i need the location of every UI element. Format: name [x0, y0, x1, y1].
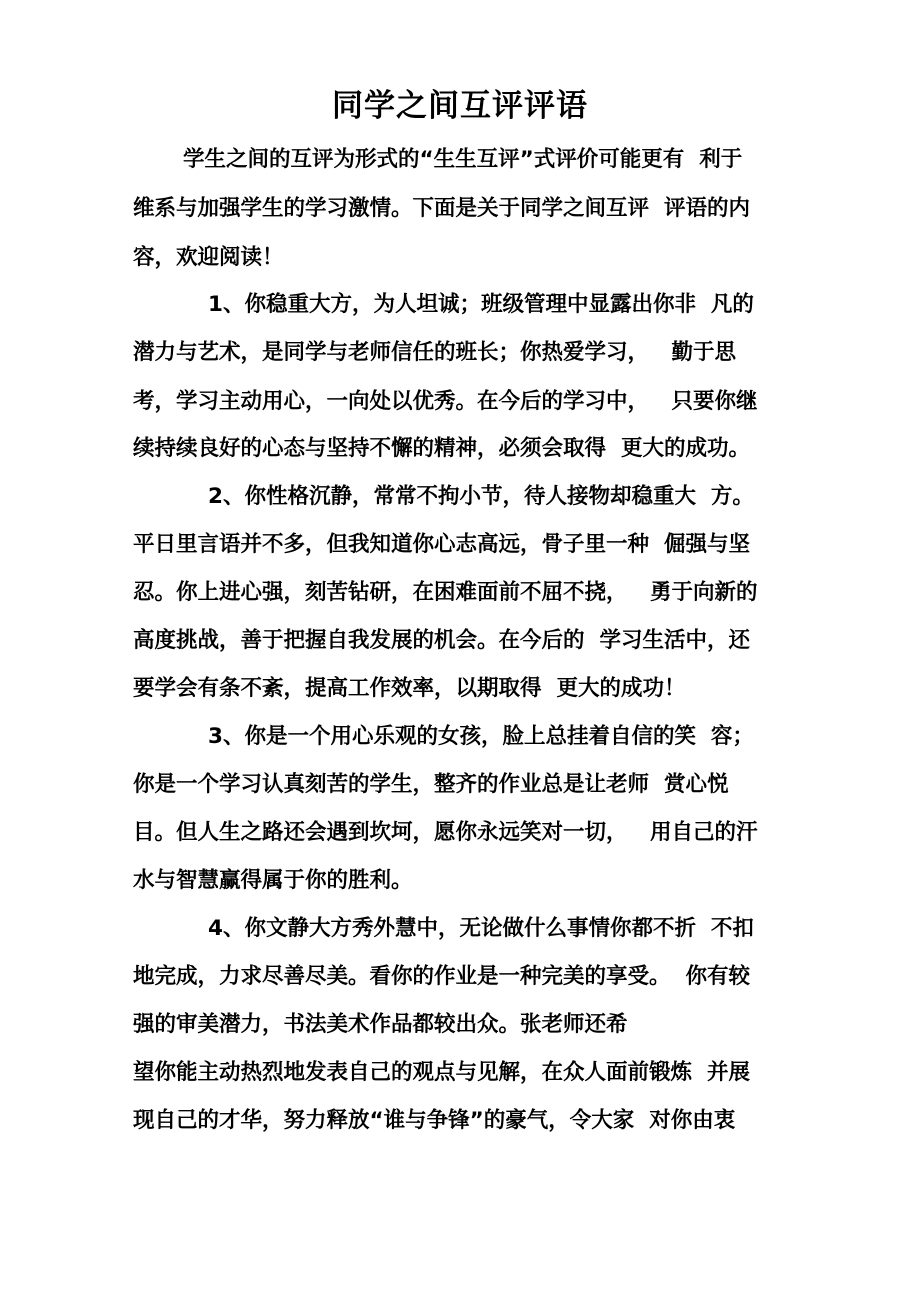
item-line: 1、你稳重大方，为人坦诚；班级管理中显露出你非 凡的: [208, 292, 754, 317]
document-title: 同学之间互评评语: [332, 88, 588, 124]
item-line: 要学会有条不紊，提高工作效率，以期取得 更大的成功！: [133, 676, 686, 701]
intro-line: 容，欢迎阅读！: [133, 245, 284, 270]
item-line: 潜力与艺术，是同学与老师信任的班长；你热爱学习， 勤于思: [133, 340, 736, 365]
item-line: 你是一个学习认真刻苦的学生，整齐的作业总是让老师 赏心悦: [133, 772, 729, 797]
item-line: 考，学习主动用心，一向处以优秀。在今后的学习中， 只要你继: [133, 389, 758, 414]
intro-line: 维系与加强学生的学习激情。下面是关于同学之间互评 评语的内: [133, 196, 750, 221]
item-line: 平日里言语并不多，但我知道你心志高远，骨子里一种 倔强与坚: [133, 532, 750, 557]
item-line: 4、你文静大方秀外慧中，无论做什么事情你都不折 不扣: [208, 916, 754, 941]
intro-line: 学生之间的互评为形式的“生生互评”式评价可能更有 利于: [183, 147, 743, 172]
item-line: 现自己的才华，努力释放“谁与争锋”的豪气，令大家 对你由衷: [133, 1108, 736, 1133]
item-line: 3、你是一个用心乐观的女孩，脸上总挂着自信的笑 容；: [208, 724, 754, 749]
item-line: 目。但人生之路还会遇到坎坷，愿你永远笑对一切， 用自己的汗: [133, 820, 758, 845]
item-line: 续持续良好的心态与坚持不懈的精神，必须会取得 更大的成功。: [133, 436, 750, 461]
item-line: 望你能主动热烈地发表自己的观点与见解，在众人面前锻炼 并展: [133, 1060, 750, 1085]
item-line: 地完成，力求尽善尽美。看你的作业是一种完美的享受。 你有较: [133, 964, 750, 989]
item-line: 2、你性格沉静，常常不拘小节，待人接物却稳重大 方。: [208, 484, 754, 509]
item-line: 忍。你上进心强，刻苦钻研，在困难面前不屈不挠， 勇于向新的: [133, 580, 758, 605]
item-line: 水与智慧赢得属于你的胜利。: [133, 868, 413, 893]
item-line: 高度挑战，善于把握自我发展的机会。在今后的 学习生活中，还: [133, 628, 750, 653]
item-line: 强的审美潜力，书法美术作品都较出众。张老师还希: [133, 1012, 628, 1037]
